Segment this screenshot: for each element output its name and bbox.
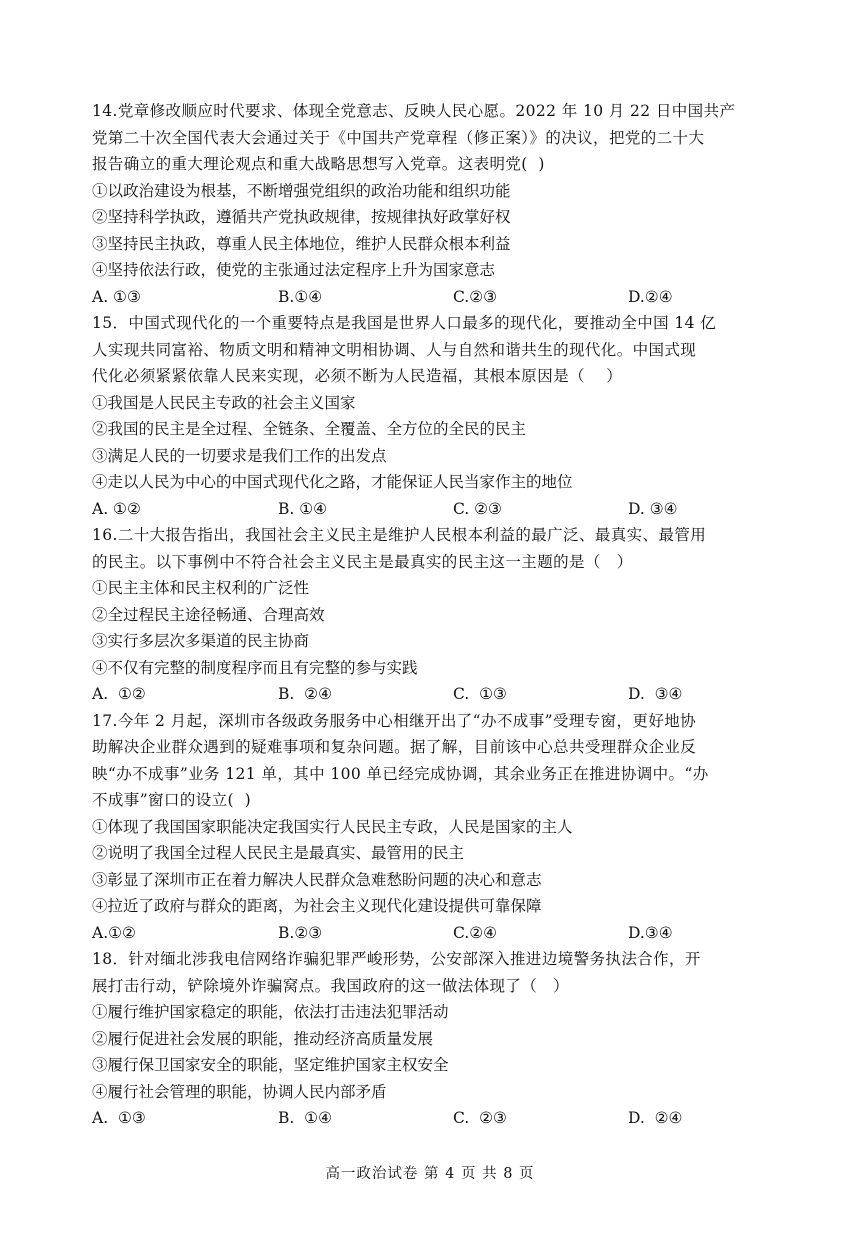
answer-option-b[interactable]: B.②③ xyxy=(278,923,323,942)
answer-options xyxy=(92,496,782,523)
statement-item: ①我国是人民民主专政的社会主义国家 xyxy=(92,393,356,412)
answer-option-c[interactable]: C.②③ xyxy=(453,287,498,306)
statement-item: ②全过程民主途径畅通、合理高效 xyxy=(92,605,325,624)
answer-option-a[interactable]: A. ①③ xyxy=(92,287,141,306)
answer-option-b[interactable]: B. ①④ xyxy=(278,1109,332,1127)
answer-options xyxy=(92,284,782,311)
statement-item: ①体现了我国国家职能决定我国实行人民民主专政，人民是国家的主人 xyxy=(92,817,573,836)
statement-item: ②履行促进社会发展的职能，推动经济高质量发展 xyxy=(92,1029,434,1048)
question-stem-line: 人实现共同富裕、物质文明和精神文明相协调、人与自然和谐共生的现代化。中国式现 xyxy=(92,340,697,359)
statement-item: ③彰显了深圳市正在着力解决人民群众急难愁盼问题的决心和意志 xyxy=(92,870,542,889)
answer-options xyxy=(92,681,782,708)
question-14 xyxy=(92,98,782,310)
statement-item: ④走以人民为中心的中国式现代化之路，才能保证人民当家作主的地位 xyxy=(92,473,573,491)
statement-item: ③满足人民的一切要求是我们工作的出发点 xyxy=(92,446,387,465)
answer-option-c[interactable]: C. ①③ xyxy=(453,685,507,703)
answer-option-a[interactable]: A.①② xyxy=(92,923,136,942)
question-stem-line: 16.二十大报告指出，我国社会主义民主是维护人民根本利益的最广泛、最真实、最管用 xyxy=(92,526,707,544)
question-stem-line: 18．针对缅北涉我电信网络诈骗犯罪严峻形势，公安部深入推进边境警务执法合作，开 xyxy=(92,950,701,968)
answer-options xyxy=(92,920,782,947)
question-15 xyxy=(92,310,782,522)
answer-option-a[interactable]: A. ①② xyxy=(92,499,141,518)
answer-options xyxy=(92,1105,782,1132)
statement-item: ③坚持民主执政，尊重人民主体地位，维护人民群众根本利益 xyxy=(92,234,511,253)
answer-option-b[interactable]: B.①④ xyxy=(278,287,323,306)
answer-option-b[interactable]: B. ②④ xyxy=(278,685,332,703)
answer-option-d[interactable]: D. ②④ xyxy=(628,1109,683,1127)
statement-item: ①以政治建设为根基，不断增强党组织的政治功能和组织功能 xyxy=(92,181,511,200)
statement-item: ④拉近了政府与群众的距离，为社会主义现代化建设提供可靠保障 xyxy=(92,897,542,915)
answer-option-b[interactable]: B. ①④ xyxy=(278,499,328,518)
answer-option-d[interactable]: D.②④ xyxy=(628,287,673,306)
statement-item: ②坚持科学执政，遵循共产党执政规律，按规律执好政掌好权 xyxy=(92,208,511,226)
statement-item: ④不仅有完整的制度程序而且有完整的参与实践 xyxy=(92,658,418,677)
question-stem-line: 代化必须紧紧依靠人民来实现，必须不断为人民造福，其根本原因是（ ） xyxy=(92,367,623,385)
question-stem-line: 党第二十次全国代表大会通过关于《中国共产党章程（修正案）》的决议，把党的二十大 xyxy=(92,128,705,147)
answer-option-a[interactable]: A. ①③ xyxy=(92,1109,146,1127)
question-stem-line: 15．中国式现代化的一个重要特点是我国是世界人口最多的现代化，要推动全中国 14 亿 xyxy=(92,314,717,332)
answer-option-d[interactable]: D.③④ xyxy=(628,923,673,942)
question-stem-line: 不成事”窗口的设立( ) xyxy=(92,791,252,809)
answer-option-d[interactable]: D. ③④ xyxy=(628,499,678,518)
question-stem-line: 14.党章修改顺应时代要求、体现全党意志、反映人民心愿。2022 年 10 月 22 日中国共产 xyxy=(92,102,736,120)
question-list xyxy=(92,98,782,1132)
statement-item: ②说明了我国全过程人民民主是最真实、最管用的民主 xyxy=(92,844,465,862)
statement-item: ①民主主体和民主权利的广泛性 xyxy=(92,579,310,597)
question-stem-line: 映“办不成事”业务 121 单，其中 100 单已经完成协调，其余业务正在推进协调中。“办 xyxy=(92,764,709,783)
statement-item: ④坚持依法行政，使党的主张通过法定程序上升为国家意志 xyxy=(92,261,496,279)
question-16 xyxy=(92,522,782,708)
question-stem-line: 助解决企业群众遇到的疑难事项和复杂问题。据了解，目前该中心总共受理群众企业反 xyxy=(92,738,697,756)
statement-item: ③履行保卫国家安全的职能，坚定维护国家主权安全 xyxy=(92,1056,449,1074)
question-18 xyxy=(92,946,782,1132)
question-stem-line: 17.今年 2 月起，深圳市各级政务服务中心相继开出了“办不成事”受理专窗，更好地协 xyxy=(92,711,697,730)
question-stem-line: 报告确立的重大理论观点和重大战略思想写入党章。这表明党( ) xyxy=(92,155,545,173)
answer-option-d[interactable]: D. ③④ xyxy=(628,685,683,703)
page-footer: 高一政治试卷 第 4 页 共 8 页 xyxy=(325,1166,535,1182)
statement-item: ③实行多层次多渠道的民主协商 xyxy=(92,632,310,650)
answer-option-c[interactable]: C.②④ xyxy=(453,923,498,942)
question-stem-line: 的民主。以下事例中不符合社会主义民主是最真实的民主这一主题的是（ ） xyxy=(92,552,633,571)
question-stem-line: 展打击行动，铲除境外诈骗窝点。我国政府的这一做法体现了（ ） xyxy=(92,976,570,995)
question-17 xyxy=(92,708,782,947)
answer-option-c[interactable]: C. ②③ xyxy=(453,1109,507,1127)
answer-option-c[interactable]: C. ②③ xyxy=(453,499,502,518)
statement-item: ①履行维护国家稳定的职能，依法打击违法犯罪活动 xyxy=(92,1003,449,1021)
statement-item: ④履行社会管理的职能，协调人民内部矛盾 xyxy=(92,1082,387,1101)
answer-option-a[interactable]: A. ①② xyxy=(92,685,146,703)
statement-item: ②我国的民主是全过程、全链条、全覆盖、全方位的全民的民主 xyxy=(92,420,527,438)
